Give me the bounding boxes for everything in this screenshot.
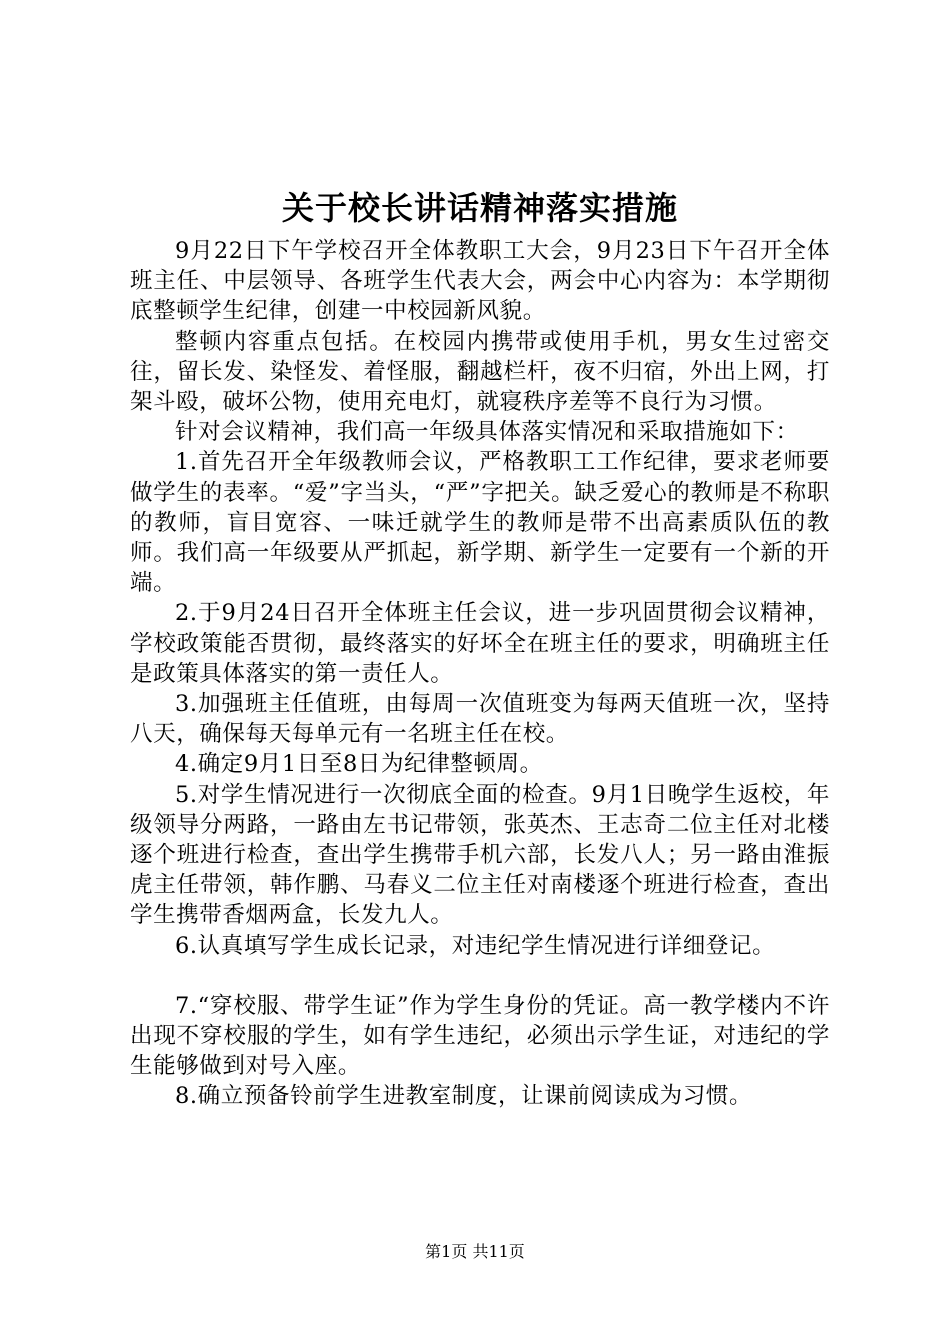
paragraph-item-2: 2.于9月24日召开全体班主任会议，进一步巩固贯彻会议精神，学校政策能否贯彻，最终落实的好坏全在班主任的要求，明确班主任是政策具体落实的第一责任人。: [130, 600, 830, 687]
paragraph-item-4: 4.确定9月1日至8日为纪律整顿周。: [175, 751, 543, 778]
page-footer: 第1页 共11页: [425, 1242, 525, 1261]
paragraph-item-6: 6.认真填写学生成长记录，对违纪学生情况进行详细登记。: [175, 932, 776, 959]
paragraph-item-1: 1.首先召开全年级教师会议，严格教职工工作纪律，要求老师要做学生的表率。“爱”字当头，“严”字把关。缺乏爱心的教师是不称职的教师，盲目宽容、一味迁就学生的教师是带不出高素质队伍的教师。我们高一年级要从严抓起，新学期、新学生一定要有一个新的开端。: [130, 449, 830, 597]
paragraph-item-3: 3.加强班主任值班，由每周一次值班变为每两天值班一次，坚持八天，确保每天每单元有一名班主任在校。: [130, 691, 830, 748]
paragraph-intro: 9月22日下午学校召开全体教职工大会，9月23日下午召开全体班主任、中层领导、各班学生代表大会，两会中心内容为：本学期彻底整顿学生纪律，创建一中校园新风貌。: [130, 238, 830, 325]
paragraph-content: 整顿内容重点包括。在校园内携带或使用手机，男女生过密交往，留长发、染怪发、着怪服，翻越栏杆，夜不归宿，外出上网，打架斗殴，破坏公物，使用充电灯，就寝秩序差等不良行为习惯。: [130, 328, 830, 416]
paragraph-item-7: 7.“穿校服、带学生证”作为学生身份的凭证。高一教学楼内不许出现不穿校服的学生，如有学生违纪，必须出示学生证，对违纪的学生能够做到对号入座。: [130, 992, 830, 1080]
document-page: [130, 180, 830, 1112]
document-title: 关于校长讲话精神落实措施: [281, 189, 678, 227]
blank-line: [130, 961, 830, 991]
paragraph-measures-intro: 针对会议精神，我们高一年级具体落实情况和采取措施如下：: [175, 419, 799, 446]
paragraph-item-5: 5.对学生情况进行一次彻底全面的检查。9月1日晚学生返校，年级领导分两路，一路由左书记带领，张英杰、王志奇二位主任对北楼逐个班进行检查，查出学生携带手机六部，长发八人；另一路由淮振虎主任带领，韩作鹏、马春义二位主任对南楼逐个班进行检查，查出学生携带香烟两盒，长发九人。: [130, 781, 830, 929]
paragraph-item-8: 8.确立预备铃前学生进教室制度，让课前阅读成为习惯。: [175, 1083, 753, 1110]
